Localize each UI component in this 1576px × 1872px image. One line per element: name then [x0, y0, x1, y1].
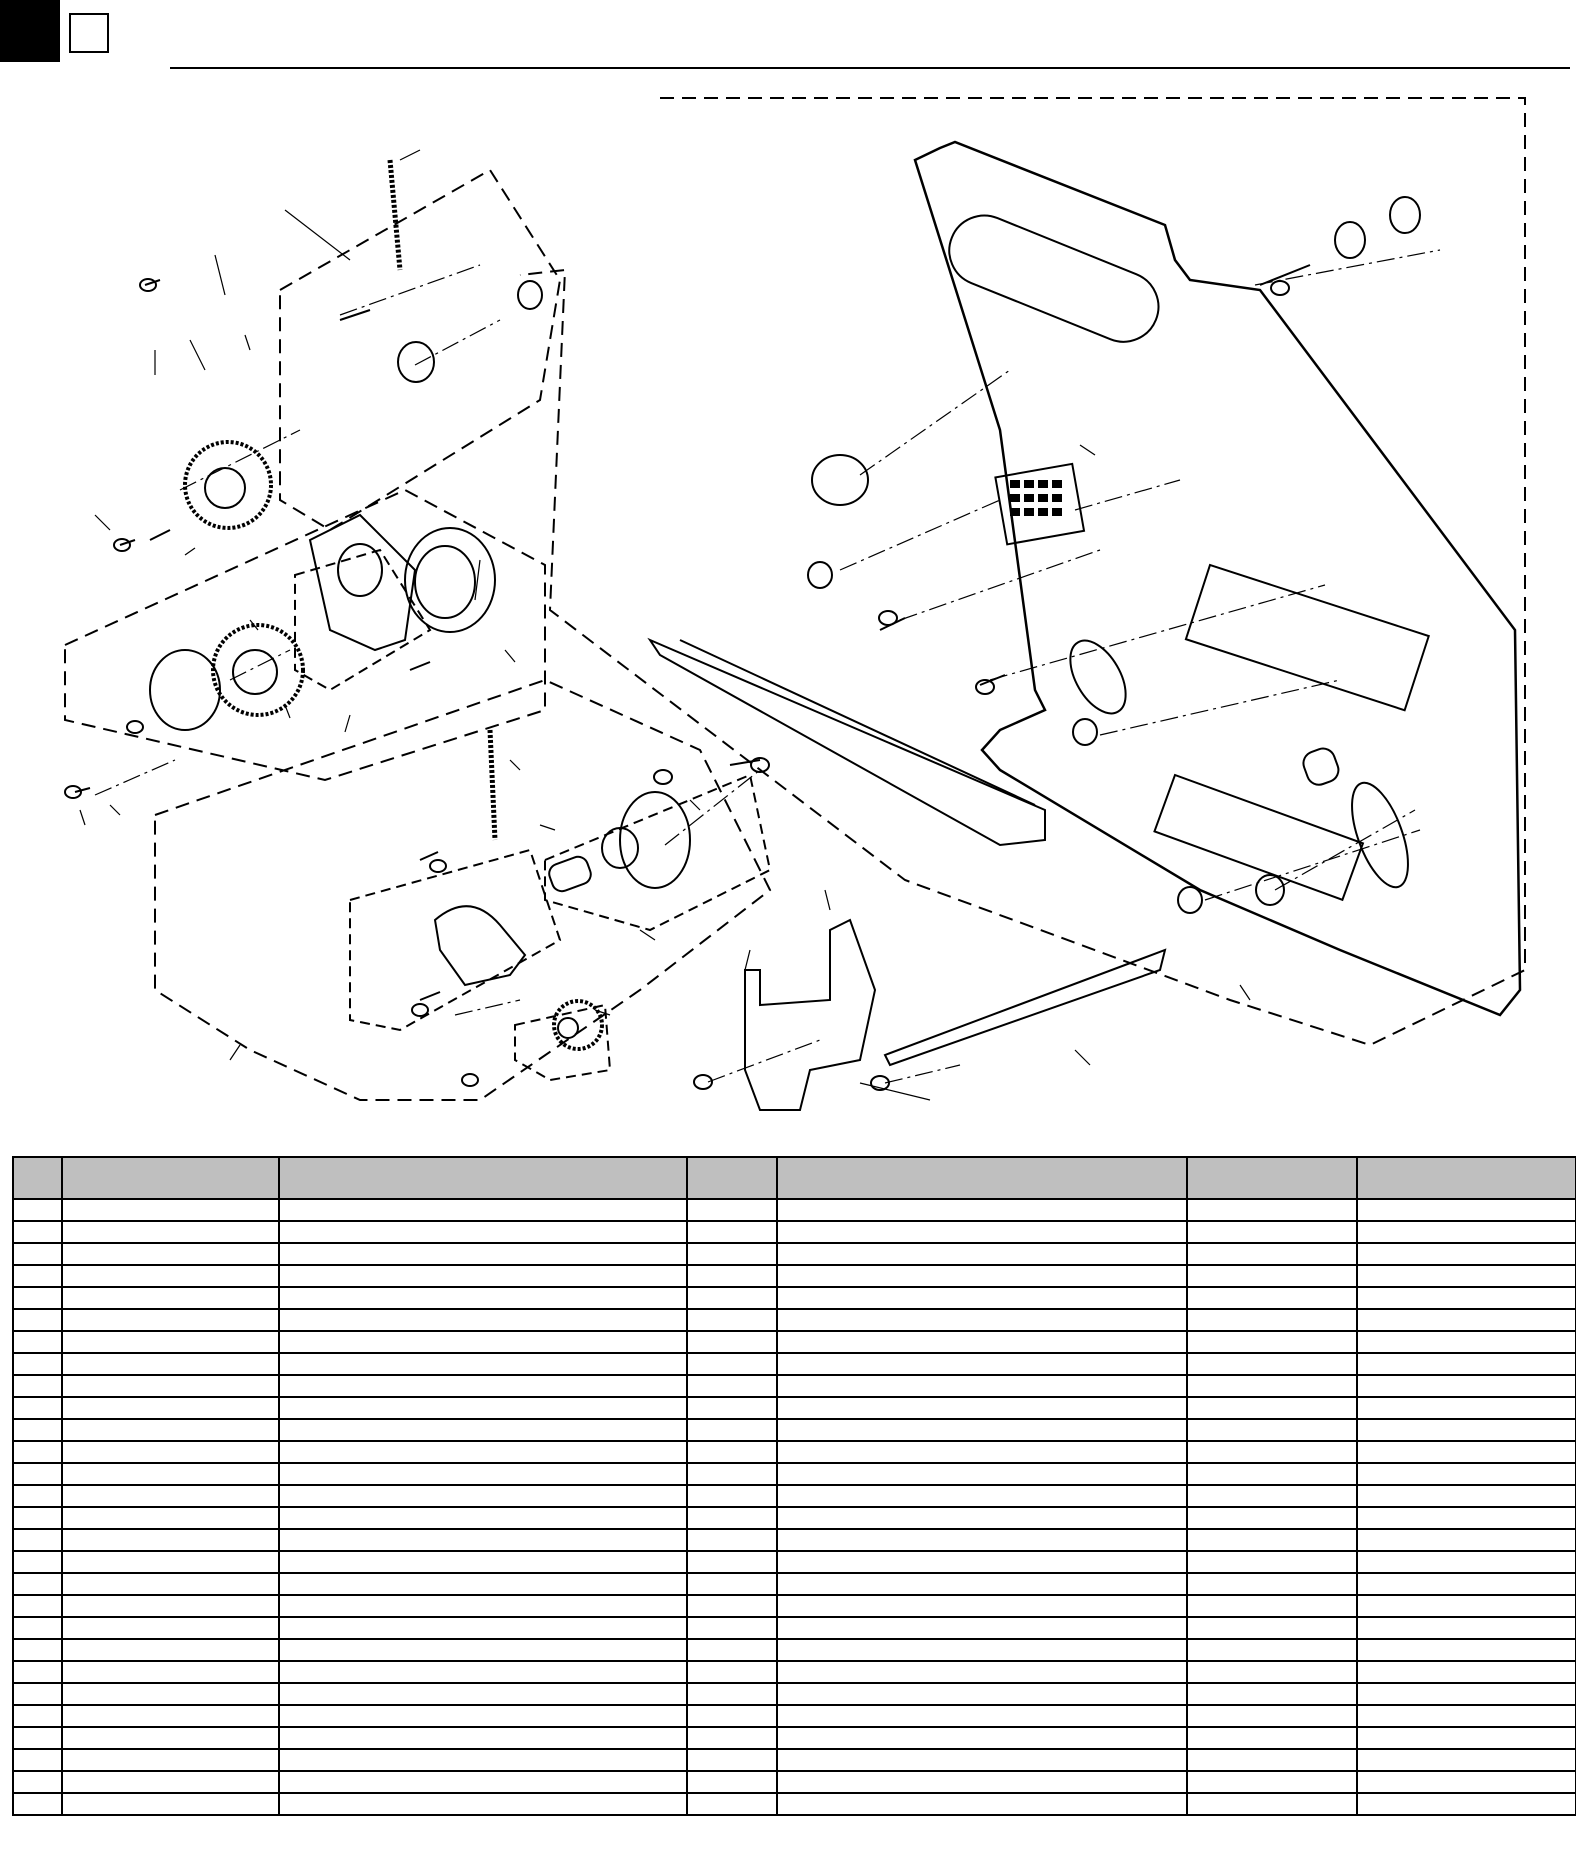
- table-cell: [777, 1749, 1187, 1771]
- table-cell: [62, 1397, 279, 1419]
- table-cell: [62, 1617, 279, 1639]
- table-cell: [1187, 1441, 1357, 1463]
- table-cell: [687, 1287, 777, 1309]
- table-cell: [279, 1793, 687, 1815]
- table-cell: [13, 1221, 62, 1243]
- table-cell: [1357, 1705, 1576, 1727]
- table-cell: [1357, 1397, 1576, 1419]
- table-cell: [62, 1287, 279, 1309]
- table-cell: [1357, 1221, 1576, 1243]
- plate-slot-upper: [939, 205, 1169, 352]
- table-cell: [13, 1309, 62, 1331]
- table-row: [13, 1287, 1576, 1309]
- col-header: [777, 1157, 1187, 1199]
- table-cell: [687, 1507, 777, 1529]
- table-cell: [1357, 1419, 1576, 1441]
- table-cell: [1357, 1595, 1576, 1617]
- table-cell: [13, 1331, 62, 1353]
- table-cell: [62, 1727, 279, 1749]
- table-cell: [62, 1485, 279, 1507]
- table-cell: [687, 1529, 777, 1551]
- table-cell: [687, 1441, 777, 1463]
- table-cell: [1357, 1551, 1576, 1573]
- table-cell: [777, 1397, 1187, 1419]
- table-cell: [1187, 1353, 1357, 1375]
- table-cell: [13, 1705, 62, 1727]
- table-cell: [777, 1287, 1187, 1309]
- table-cell: [1187, 1639, 1357, 1661]
- table-cell: [687, 1705, 777, 1727]
- section-box: [69, 13, 109, 53]
- table-cell: [1187, 1309, 1357, 1331]
- table-cell: [62, 1331, 279, 1353]
- table-cell: [1187, 1749, 1357, 1771]
- frame-group-boundary: [520, 98, 1525, 1045]
- table-cell: [13, 1573, 62, 1595]
- bushing-b: [1073, 719, 1097, 745]
- table-cell: [279, 1221, 687, 1243]
- table-cell: [62, 1419, 279, 1441]
- flange-disc: [150, 650, 220, 730]
- table-cell: [13, 1507, 62, 1529]
- header-rule: [170, 67, 1570, 69]
- table-row: [13, 1617, 1576, 1639]
- table-row: [13, 1793, 1576, 1815]
- table-cell: [13, 1551, 62, 1573]
- table-cell: [62, 1551, 279, 1573]
- table-cell: [1187, 1463, 1357, 1485]
- table-cell: [1187, 1485, 1357, 1507]
- table-cell: [62, 1705, 279, 1727]
- table-cell: [1187, 1573, 1357, 1595]
- table-cell: [1357, 1441, 1576, 1463]
- table-cell: [687, 1683, 777, 1705]
- table-cell: [1357, 1485, 1576, 1507]
- table-row: [13, 1749, 1576, 1771]
- table-cell: [687, 1749, 777, 1771]
- table-cell: [279, 1331, 687, 1353]
- bushing-c: [1178, 887, 1202, 913]
- pins: [75, 265, 1310, 1000]
- table-cell: [777, 1353, 1187, 1375]
- table-cell: [13, 1727, 62, 1749]
- table-cell: [62, 1309, 279, 1331]
- table-cell: [777, 1595, 1187, 1617]
- table-cell: [687, 1331, 777, 1353]
- table-cell: [1357, 1529, 1576, 1551]
- gear-group-boundary: [65, 490, 545, 780]
- col-header: [62, 1157, 279, 1199]
- table-cell: [13, 1397, 62, 1419]
- table-cell: [13, 1617, 62, 1639]
- table-cell: [62, 1221, 279, 1243]
- table-cell: [1357, 1617, 1576, 1639]
- bushing-a: [808, 562, 832, 588]
- table-cell: [62, 1683, 279, 1705]
- table-cell: [777, 1375, 1187, 1397]
- label-cells: [1010, 480, 1062, 516]
- table-cell: [279, 1287, 687, 1309]
- table-cell: [62, 1595, 279, 1617]
- gear-large-middle: [213, 625, 303, 715]
- table-cell: [1357, 1507, 1576, 1529]
- table-cell: [687, 1661, 777, 1683]
- plate-oval-b: [1341, 776, 1420, 894]
- table-cell: [62, 1639, 279, 1661]
- table-cell: [62, 1265, 279, 1287]
- table-cell: [13, 1243, 62, 1265]
- table-row: [13, 1639, 1576, 1661]
- table-row: [13, 1771, 1576, 1793]
- table-cell: [777, 1199, 1187, 1221]
- table-cell: [279, 1529, 687, 1551]
- table-cell: [1357, 1661, 1576, 1683]
- table-cell: [687, 1793, 777, 1815]
- table-cell: [279, 1353, 687, 1375]
- table-cell: [1187, 1375, 1357, 1397]
- table-cell: [1187, 1529, 1357, 1551]
- table-cell: [279, 1551, 687, 1573]
- table-row: [13, 1265, 1576, 1287]
- table-cell: [62, 1661, 279, 1683]
- table-cell: [279, 1705, 687, 1727]
- table-cell: [279, 1199, 687, 1221]
- washer-top: [518, 281, 542, 309]
- ring-plate: [405, 528, 495, 632]
- table-cell: [279, 1397, 687, 1419]
- table-cell: [1357, 1199, 1576, 1221]
- table-cell: [1187, 1551, 1357, 1573]
- table-row: [13, 1573, 1576, 1595]
- table-cell: [279, 1639, 687, 1661]
- table-cell: [687, 1727, 777, 1749]
- table-cell: [687, 1375, 777, 1397]
- table-row: [13, 1507, 1576, 1529]
- table-cell: [777, 1441, 1187, 1463]
- table-cell: [1357, 1287, 1576, 1309]
- table-row: [13, 1683, 1576, 1705]
- table-cell: [1357, 1573, 1576, 1595]
- table-cell: [1357, 1771, 1576, 1793]
- table-cell: [1357, 1727, 1576, 1749]
- table-cell: [279, 1419, 687, 1441]
- table-cell: [62, 1529, 279, 1551]
- table-cell: [13, 1419, 62, 1441]
- table-row: [13, 1243, 1576, 1265]
- table-cell: [1357, 1353, 1576, 1375]
- table-cell: [777, 1617, 1187, 1639]
- table-cell: [687, 1595, 777, 1617]
- table-cell: [777, 1529, 1187, 1551]
- table-cell: [687, 1419, 777, 1441]
- cam-plate: [310, 515, 415, 650]
- parts-table: [12, 1156, 1576, 1816]
- gear-large-upper: [185, 442, 271, 528]
- knob-top: [398, 342, 434, 382]
- table-cell: [1187, 1507, 1357, 1529]
- table-cell: [13, 1793, 62, 1815]
- table-cell: [1187, 1243, 1357, 1265]
- label-patch: [995, 464, 1084, 545]
- table-row: [13, 1419, 1576, 1441]
- table-cell: [687, 1573, 777, 1595]
- table-cell: [1187, 1683, 1357, 1705]
- table-cell: [62, 1463, 279, 1485]
- table-cell: [13, 1529, 62, 1551]
- table-cell: [687, 1485, 777, 1507]
- table-row: [13, 1595, 1576, 1617]
- table-cell: [777, 1793, 1187, 1815]
- table-cell: [62, 1771, 279, 1793]
- table-row: [13, 1221, 1576, 1243]
- table-cell: [1187, 1661, 1357, 1683]
- spring-top: [390, 160, 400, 270]
- table-row: [13, 1353, 1576, 1375]
- table-row: [13, 1331, 1576, 1353]
- table-cell: [687, 1265, 777, 1287]
- table-cell: [777, 1639, 1187, 1661]
- bushing-d: [1256, 875, 1284, 905]
- table-row: [13, 1529, 1576, 1551]
- table-cell: [1357, 1375, 1576, 1397]
- table-cell: [777, 1309, 1187, 1331]
- table-cell: [1357, 1683, 1576, 1705]
- table-cell: [1187, 1331, 1357, 1353]
- table-cell: [13, 1375, 62, 1397]
- table-cell: [687, 1463, 777, 1485]
- table-cell: [777, 1661, 1187, 1683]
- table-cell: [13, 1661, 62, 1683]
- table-cell: [687, 1771, 777, 1793]
- table-cell: [62, 1199, 279, 1221]
- plate-slot-mid: [1186, 565, 1429, 710]
- table-cell: [1187, 1419, 1357, 1441]
- lever-plate: [435, 906, 525, 985]
- table-row: [13, 1397, 1576, 1419]
- table-row: [13, 1199, 1576, 1221]
- plate-oval-a: [1059, 631, 1137, 722]
- table-cell: [279, 1771, 687, 1793]
- table-cell: [777, 1683, 1187, 1705]
- table-row: [13, 1727, 1576, 1749]
- parts-table-body: [13, 1199, 1576, 1815]
- table-cell: [1187, 1617, 1357, 1639]
- table-cell: [777, 1331, 1187, 1353]
- table-row: [13, 1375, 1576, 1397]
- table-cell: [279, 1661, 687, 1683]
- table-cell: [777, 1507, 1187, 1529]
- col-header: [279, 1157, 687, 1199]
- table-row: [13, 1485, 1576, 1507]
- center-lines: [95, 250, 1440, 1083]
- table-cell: [687, 1617, 777, 1639]
- table-cell: [1187, 1287, 1357, 1309]
- lever-group-boundary: [350, 850, 560, 1030]
- table-cell: [777, 1727, 1187, 1749]
- table-cell: [687, 1397, 777, 1419]
- table-cell: [687, 1199, 777, 1221]
- table-cell: [777, 1573, 1187, 1595]
- spacer-right-a: [1335, 222, 1365, 258]
- table-cell: [62, 1243, 279, 1265]
- screws: [65, 279, 1289, 1090]
- col-header: [687, 1157, 777, 1199]
- table-cell: [1357, 1639, 1576, 1661]
- table-cell: [62, 1507, 279, 1529]
- table-cell: [13, 1771, 62, 1793]
- guide-rail: [650, 640, 1045, 845]
- table-cell: [687, 1309, 777, 1331]
- table-cell: [279, 1683, 687, 1705]
- table-cell: [13, 1749, 62, 1771]
- table-cell: [777, 1705, 1187, 1727]
- table-cell: [13, 1199, 62, 1221]
- table-header-row: [13, 1157, 1576, 1199]
- table-cell: [777, 1463, 1187, 1485]
- table-cell: [279, 1441, 687, 1463]
- table-row: [13, 1661, 1576, 1683]
- table-cell: [687, 1551, 777, 1573]
- table-cell: [1357, 1265, 1576, 1287]
- drum: [620, 792, 690, 888]
- table-cell: [279, 1749, 687, 1771]
- table-cell: [777, 1551, 1187, 1573]
- table-cell: [62, 1749, 279, 1771]
- knob-large: [812, 455, 868, 505]
- table-row: [13, 1705, 1576, 1727]
- table-cell: [279, 1265, 687, 1287]
- side-plate: [915, 142, 1520, 1015]
- table-cell: [1187, 1793, 1357, 1815]
- bracket-group-boundary: [295, 550, 430, 690]
- table-cell: [13, 1463, 62, 1485]
- table-row: [13, 1551, 1576, 1573]
- table-cell: [62, 1375, 279, 1397]
- table-cell: [279, 1507, 687, 1529]
- table-cell: [777, 1221, 1187, 1243]
- table-cell: [62, 1573, 279, 1595]
- table-cell: [777, 1485, 1187, 1507]
- table-cell: [687, 1243, 777, 1265]
- col-header: [1187, 1157, 1357, 1199]
- left-group-boundary: [280, 170, 560, 530]
- table-cell: [13, 1265, 62, 1287]
- sleeve: [546, 854, 593, 894]
- table-cell: [1187, 1595, 1357, 1617]
- table-cell: [1187, 1705, 1357, 1727]
- table-cell: [13, 1639, 62, 1661]
- table-cell: [279, 1727, 687, 1749]
- table-cell: [1357, 1309, 1576, 1331]
- table-cell: [687, 1639, 777, 1661]
- table-cell: [279, 1617, 687, 1639]
- table-cell: [1187, 1199, 1357, 1221]
- table-cell: [62, 1353, 279, 1375]
- table-cell: [279, 1463, 687, 1485]
- table-cell: [1357, 1243, 1576, 1265]
- table-cell: [62, 1441, 279, 1463]
- table-cell: [13, 1485, 62, 1507]
- table-row: [13, 1309, 1576, 1331]
- bracket-l: [745, 920, 875, 1110]
- table-cell: [279, 1243, 687, 1265]
- table-cell: [13, 1441, 62, 1463]
- exploded-parts-diagram: [0, 70, 1576, 1130]
- table-cell: [13, 1595, 62, 1617]
- page-tab: [0, 0, 60, 62]
- table-cell: [1187, 1221, 1357, 1243]
- table-cell: [1357, 1793, 1576, 1815]
- table-cell: [1357, 1463, 1576, 1485]
- table-cell: [777, 1419, 1187, 1441]
- guide-strip: [885, 950, 1165, 1065]
- table-cell: [1187, 1397, 1357, 1419]
- table-row: [13, 1463, 1576, 1485]
- table-cell: [777, 1243, 1187, 1265]
- table-cell: [279, 1485, 687, 1507]
- table-cell: [279, 1309, 687, 1331]
- col-header: [1357, 1157, 1576, 1199]
- table-cell: [687, 1353, 777, 1375]
- table-cell: [777, 1771, 1187, 1793]
- col-header: [13, 1157, 62, 1199]
- table-cell: [279, 1573, 687, 1595]
- table-cell: [279, 1375, 687, 1397]
- table-cell: [13, 1287, 62, 1309]
- table-cell: [1357, 1331, 1576, 1353]
- lower-group-boundary: [155, 680, 770, 1100]
- table-cell: [13, 1683, 62, 1705]
- table-cell: [1357, 1749, 1576, 1771]
- table-cell: [1187, 1771, 1357, 1793]
- table-cell: [687, 1221, 777, 1243]
- table-cell: [279, 1595, 687, 1617]
- table-cell: [777, 1265, 1187, 1287]
- spring-mid: [490, 730, 495, 840]
- table-cell: [62, 1793, 279, 1815]
- table-row: [13, 1441, 1576, 1463]
- leader-lines: [80, 150, 1250, 1100]
- roller-small: [1300, 745, 1342, 788]
- spacer-right-b: [1390, 197, 1420, 233]
- table-cell: [1187, 1727, 1357, 1749]
- drum-group-boundary: [545, 775, 770, 930]
- table-cell: [1187, 1265, 1357, 1287]
- table-cell: [13, 1353, 62, 1375]
